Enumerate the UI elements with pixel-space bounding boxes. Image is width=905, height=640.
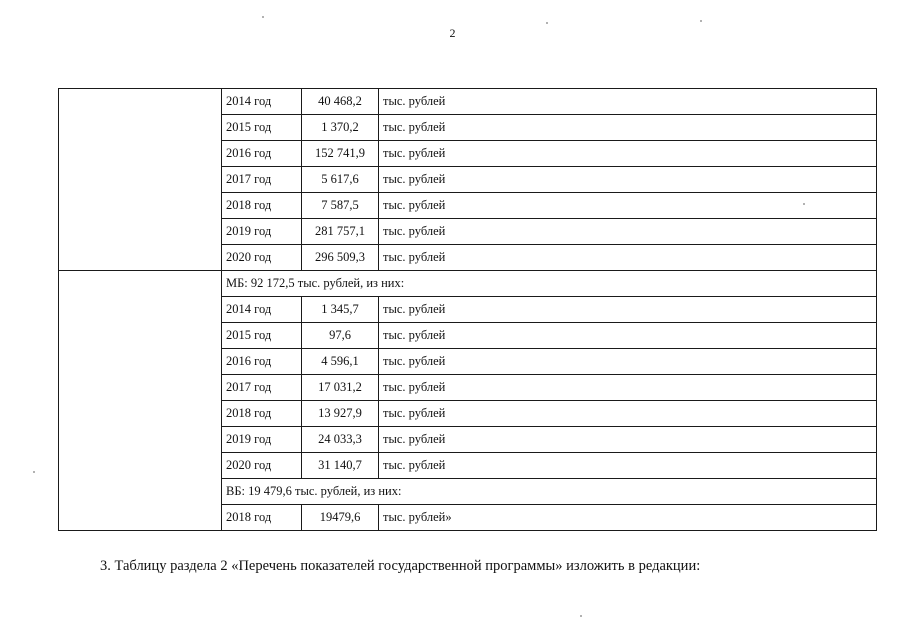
value-cell: 13 927,9 [302, 401, 379, 427]
unit-cell: тыс. рублей [379, 375, 877, 401]
unit-cell: тыс. рублей [379, 193, 877, 219]
scan-speck [262, 16, 264, 18]
value-cell: 31 140,7 [302, 453, 379, 479]
year-cell: 2018 год [222, 193, 302, 219]
year-cell: 2017 год [222, 167, 302, 193]
scan-speck [33, 471, 35, 473]
scan-speck [546, 22, 548, 24]
scan-speck [700, 20, 702, 22]
year-cell: 2014 год [222, 89, 302, 115]
vb-heading: ВБ: 19 479,6 тыс. рублей, из них: [222, 479, 877, 505]
scan-speck [803, 203, 805, 205]
value-cell: 19479,6 [302, 505, 379, 531]
value-cell: 152 741,9 [302, 141, 379, 167]
unit-cell: тыс. рублей [379, 453, 877, 479]
scan-speck [580, 615, 582, 617]
year-cell: 2018 год [222, 401, 302, 427]
funding-table [58, 88, 877, 531]
value-cell: 40 468,2 [302, 89, 379, 115]
year-cell: 2020 год [222, 245, 302, 271]
year-cell: 2016 год [222, 141, 302, 167]
section-paragraph: 3. Таблицу раздела 2 «Перечень показателей государственной программы» изложить в редакции: [100, 558, 701, 574]
year-cell: 2015 год [222, 323, 302, 349]
unit-cell: тыс. рублей [379, 349, 877, 375]
unit-cell: тыс. рублей [379, 167, 877, 193]
value-cell: 5 617,6 [302, 167, 379, 193]
value-cell: 17 031,2 [302, 375, 379, 401]
year-cell: 2015 год [222, 115, 302, 141]
value-cell: 296 509,3 [302, 245, 379, 271]
year-cell: 2019 год [222, 219, 302, 245]
unit-cell: тыс. рублей [379, 401, 877, 427]
unit-cell: тыс. рублей [379, 89, 877, 115]
unit-cell: тыс. рублей [379, 219, 877, 245]
value-cell: 97,6 [302, 323, 379, 349]
value-cell: 1 345,7 [302, 297, 379, 323]
unit-cell: тыс. рублей [379, 323, 877, 349]
year-cell: 2019 год [222, 427, 302, 453]
year-cell: 2016 год [222, 349, 302, 375]
value-cell: 4 596,1 [302, 349, 379, 375]
left-label-cell [59, 89, 222, 271]
year-cell: 2017 год [222, 375, 302, 401]
year-cell: 2020 год [222, 453, 302, 479]
value-cell: 281 757,1 [302, 219, 379, 245]
value-cell: 1 370,2 [302, 115, 379, 141]
table-row [59, 271, 877, 297]
unit-cell: тыс. рублей [379, 427, 877, 453]
page-number: 2 [449, 26, 456, 40]
mb-heading: МБ: 92 172,5 тыс. рублей, из них: [222, 271, 877, 297]
value-cell: 24 033,3 [302, 427, 379, 453]
value-cell: 7 587,5 [302, 193, 379, 219]
unit-cell: тыс. рублей» [379, 505, 877, 531]
unit-cell: тыс. рублей [379, 115, 877, 141]
year-cell: 2014 год [222, 297, 302, 323]
unit-cell: тыс. рублей [379, 245, 877, 271]
year-cell: 2018 год [222, 505, 302, 531]
table-row [59, 89, 877, 115]
unit-cell: тыс. рублей [379, 141, 877, 167]
left-label-cell [59, 271, 222, 531]
unit-cell: тыс. рублей [379, 297, 877, 323]
